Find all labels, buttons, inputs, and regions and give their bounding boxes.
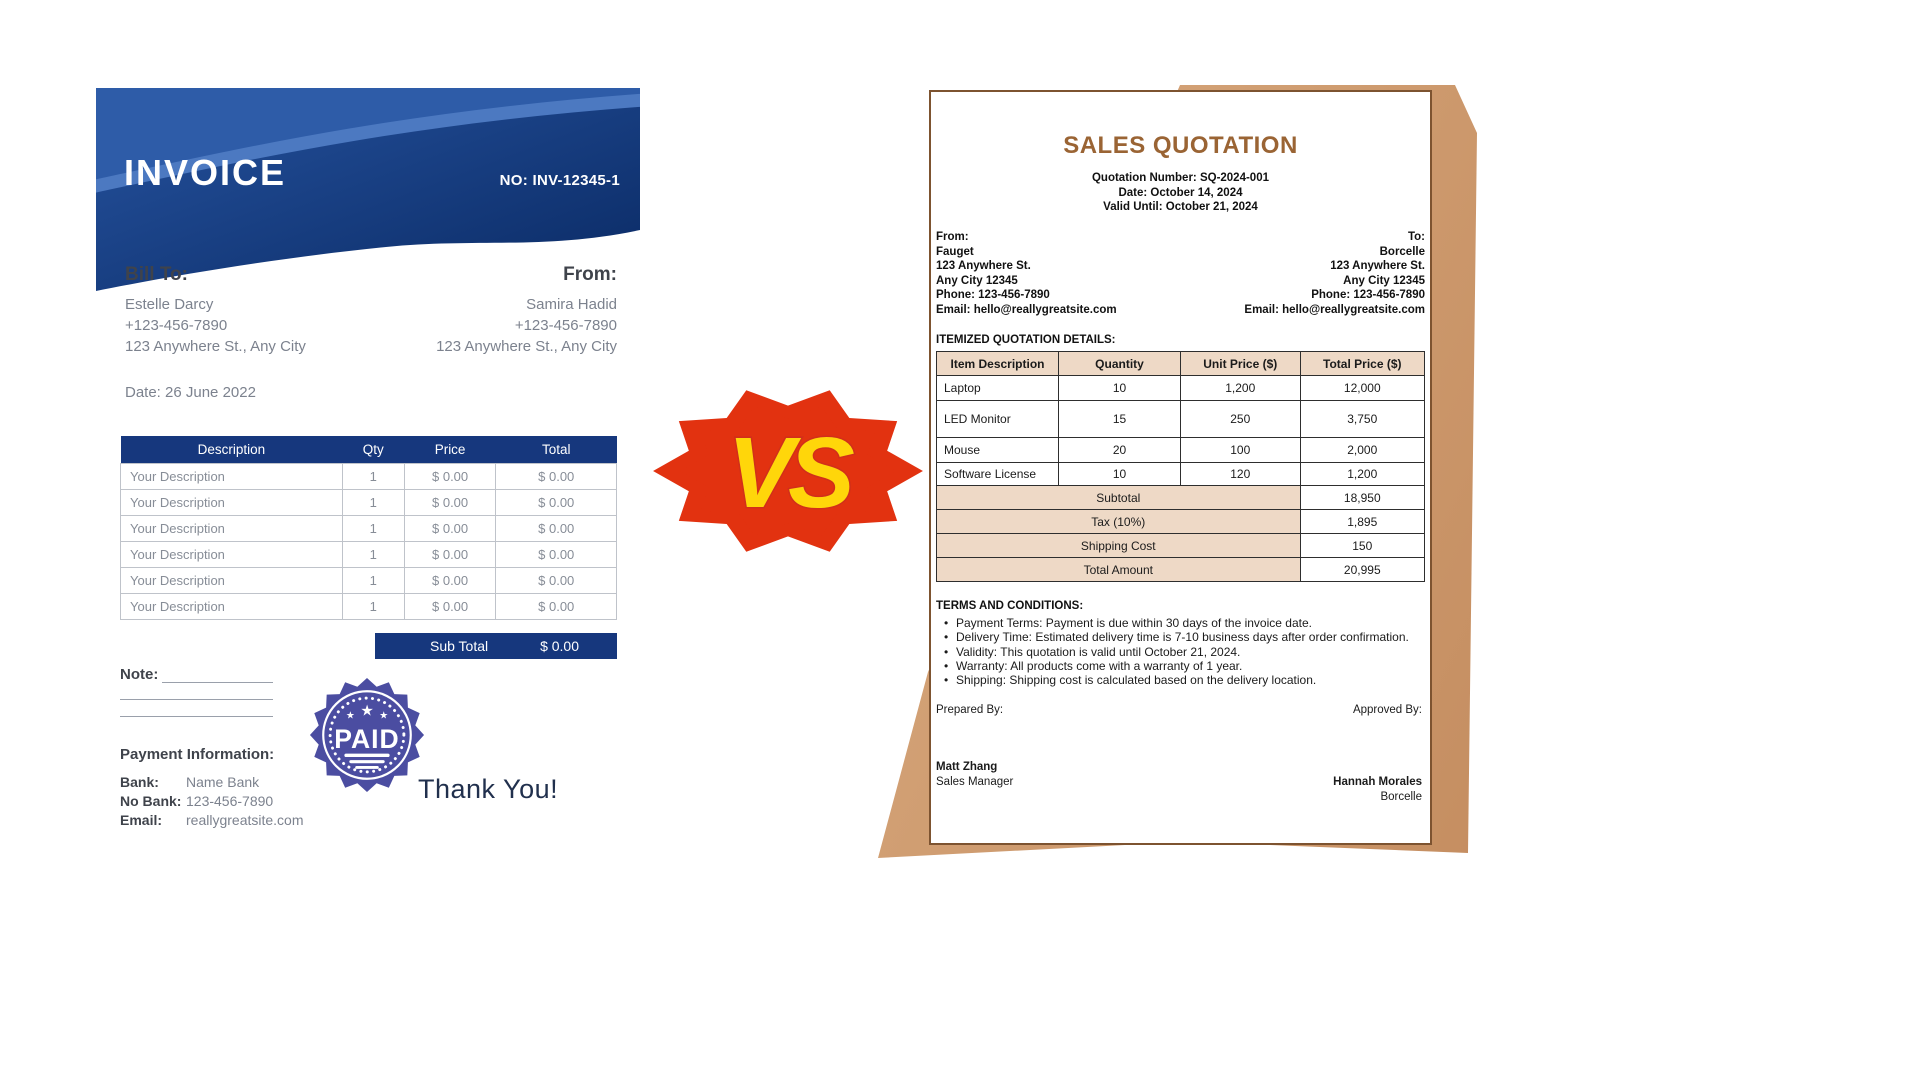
table-row: Your Description 1 $ 0.00 $ 0.00 xyxy=(121,541,617,567)
quotation-to-block: To: Borcelle 123 Anywhere St. Any City 12345 Phone: 123-456-7890 Email: hello@reallygreatsite.com xyxy=(1244,231,1425,316)
terms-bullet: • Warranty: All products come with a warranty of 1 year. xyxy=(936,659,1425,673)
quotation-from-block: From: Fauget 123 Anywhere St. Any City 12345 Phone: 123-456-7890 Email: hello@reallygreatsite.com xyxy=(936,231,1117,316)
table-row: Software License 10 120 1,200 xyxy=(937,463,1425,486)
table-row: Your Description 1 $ 0.00 $ 0.00 xyxy=(121,567,617,593)
subtotal-label: Sub Total xyxy=(430,638,489,654)
prepared-by-signature: Matt Zhang Sales Manager xyxy=(936,761,1014,788)
col-item-description: Item Description xyxy=(937,352,1059,376)
payment-heading: Payment Information: xyxy=(120,746,275,763)
from-heading: From: xyxy=(563,264,617,285)
thank-you-text: Thank You! xyxy=(418,774,559,804)
subtotal-bar xyxy=(375,633,617,659)
approved-by-signature: Hannah Morales Borcelle xyxy=(1333,776,1422,803)
quotation-date: Date: October 14, 2024 xyxy=(1118,186,1243,199)
svg-text:★: ★ xyxy=(379,710,389,722)
quotation-number: Quotation Number: SQ-2024-001 xyxy=(1091,172,1269,184)
payment-information-section xyxy=(120,746,304,830)
svg-text:★: ★ xyxy=(345,710,355,722)
payment-row: No Bank: 123-456-7890 xyxy=(120,793,274,809)
table-row: LED Monitor 15 250 3,750 xyxy=(937,401,1425,438)
paid-stamp-icon xyxy=(308,676,426,794)
summary-row: Subtotal 18,950 xyxy=(937,486,1425,510)
invoice-title: INVOICE xyxy=(124,152,287,193)
table-header-row xyxy=(121,436,617,463)
note-label: Note: xyxy=(120,666,159,683)
summary-row: Tax (10%) 1,895 xyxy=(937,510,1425,534)
terms-bullet: • Payment Terms: Payment is due within 30 days of the invoice date. xyxy=(936,616,1425,630)
subtotal-value: $ 0.00 xyxy=(540,638,579,654)
note-line xyxy=(162,666,273,683)
table-row: Your Description 1 $ 0.00 $ 0.00 xyxy=(121,463,617,489)
summary-row: Total Amount 20,995 xyxy=(937,558,1425,582)
from-phone: +123-456-7890 xyxy=(514,317,617,334)
quotation-valid-until: Valid Until: October 21, 2024 xyxy=(1103,201,1258,213)
bill-to-block xyxy=(125,264,306,357)
prepared-by-label: Prepared By: xyxy=(936,704,1004,716)
table-header-row xyxy=(937,352,1425,376)
col-quantity: Quantity xyxy=(1059,352,1181,376)
quotation-document xyxy=(929,90,1432,845)
approved-by-label: Approved By: xyxy=(1352,704,1422,716)
note-line xyxy=(120,700,273,717)
table-row: Your Description 1 $ 0.00 $ 0.00 xyxy=(121,515,617,541)
terms-bullet: • Validity: This quotation is valid until October 21, 2024. xyxy=(936,645,1425,659)
bill-to-heading: Bill To: xyxy=(125,264,188,285)
table-row: Your Description 1 $ 0.00 $ 0.00 xyxy=(121,593,617,619)
stamp-text: PAID xyxy=(334,723,400,754)
col-price: Price xyxy=(404,436,496,463)
col-total-price: Total Price ($) xyxy=(1300,352,1424,376)
itemized-details-heading: ITEMIZED QUOTATION DETAILS: xyxy=(936,334,1116,346)
payment-row: Email: reallygreatsite.com xyxy=(120,812,304,828)
terms-bullet: • Delivery Time: Estimated delivery time is 7-10 business days after order confirmation. xyxy=(936,630,1425,644)
table-row: Laptop 10 1,200 12,000 xyxy=(937,376,1425,401)
quotation-title: SALES QUOTATION xyxy=(1063,132,1298,159)
terms-heading: TERMS AND CONDITIONS: xyxy=(936,600,1084,612)
col-description: Description xyxy=(121,436,343,463)
note-section xyxy=(120,666,273,717)
summary-row: Shipping Cost 150 xyxy=(937,534,1425,558)
bill-to-address: 123 Anywhere St., Any City xyxy=(125,338,306,355)
from-name: Samira Hadid xyxy=(526,296,617,313)
payment-row: Bank: Name Bank xyxy=(120,774,260,790)
col-total: Total xyxy=(496,436,617,463)
invoice-number: NO: INV-12345-1 xyxy=(499,172,620,189)
vs-burst-icon xyxy=(650,383,926,559)
bill-to-phone: +123-456-7890 xyxy=(125,317,228,334)
from-block xyxy=(436,264,617,357)
svg-text:★: ★ xyxy=(360,703,374,720)
col-unit-price: Unit Price ($) xyxy=(1181,352,1301,376)
invoice-date: Date: 26 June 2022 xyxy=(125,384,256,401)
terms-and-conditions xyxy=(936,600,1425,687)
invoice-items-table xyxy=(120,436,617,620)
col-qty: Qty xyxy=(342,436,404,463)
table-row: Your Description 1 $ 0.00 $ 0.00 xyxy=(121,489,617,515)
vs-text: VS xyxy=(727,416,849,529)
bill-to-name: Estelle Darcy xyxy=(125,296,214,313)
invoice-document xyxy=(96,88,640,860)
quotation-items-table xyxy=(936,351,1425,582)
from-address: 123 Anywhere St., Any City xyxy=(436,338,617,355)
note-line xyxy=(120,683,273,700)
terms-bullet: • Shipping: Shipping cost is calculated based on the delivery location. xyxy=(936,673,1425,687)
table-row: Mouse 20 100 2,000 xyxy=(937,438,1425,463)
quotation-meta xyxy=(931,171,1430,215)
